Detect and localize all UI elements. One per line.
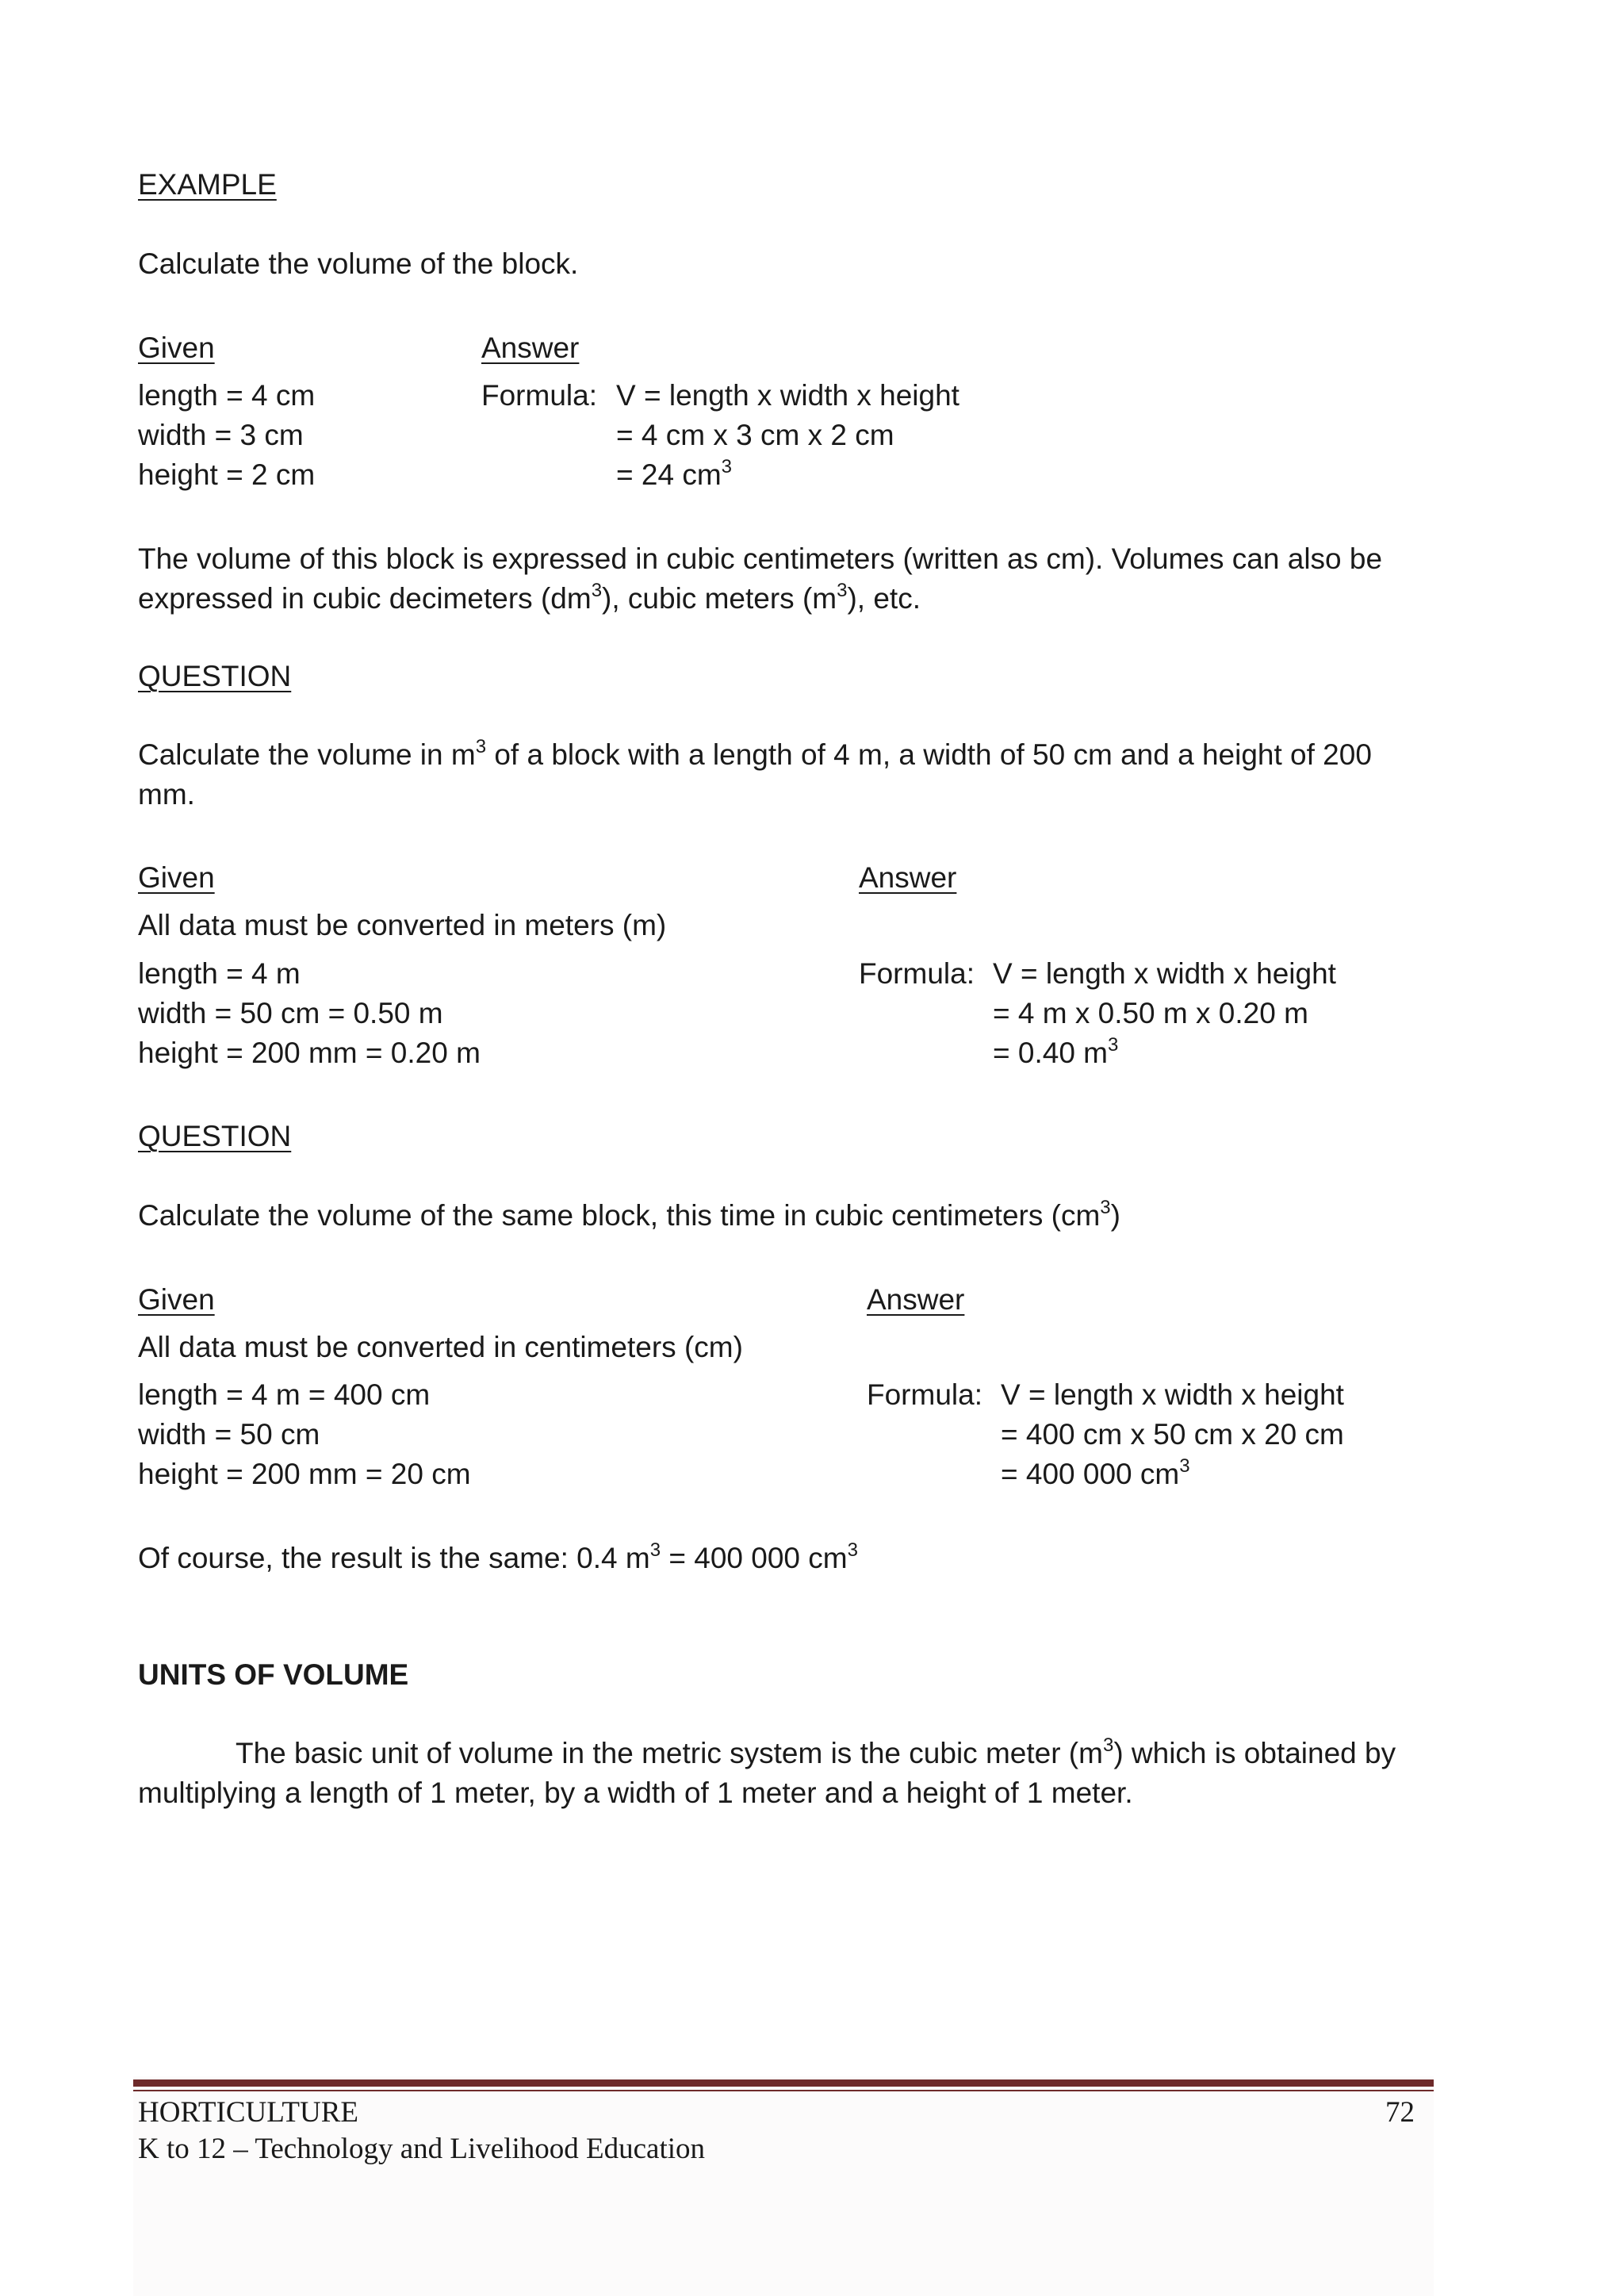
question1-formula-line: V = length x width x height: [993, 957, 1336, 990]
question2-formula-label: Formula:: [867, 1378, 982, 1411]
question2-given-length: length = 4 m = 400 cm: [138, 1378, 431, 1411]
example-formula-label: Formula:: [481, 379, 597, 412]
question2-given-width: width = 50 cm: [138, 1418, 320, 1451]
footer-subject: HORTICULTURE: [138, 2096, 359, 2129]
example-prompt: Calculate the volume of the block.: [138, 247, 579, 280]
question2-given-height: height = 200 mm = 20 cm: [138, 1458, 471, 1490]
question2-convert-note: All data must be converted in centimeters (cm): [138, 1331, 743, 1363]
question2-substitution-line: = 400 cm x 50 cm x 20 cm: [1001, 1418, 1344, 1451]
footer-rule-thin: [133, 2090, 1434, 2091]
example-heading: EXAMPLE: [138, 168, 277, 201]
question2-result-line: = 400 000 $cm^3$: [1001, 1455, 1190, 1490]
question2-given-heading: Given: [138, 1283, 215, 1316]
example-answer-heading: Answer: [481, 332, 580, 364]
example-given-width: width = 3 cm: [138, 419, 304, 451]
units-paragraph-line2: multiplying a length of 1 meter, by a width of 1 meter and a height of 1 meter.: [138, 1777, 1133, 1809]
footer-course: K to 12 – Technology and Livelihood Education: [138, 2133, 706, 2165]
example-result-line: = 24 $cm^3$: [616, 456, 733, 491]
question1-given-length: length = 4 m: [138, 957, 301, 990]
conclusion-line: Of course, the result is the same: 0.4 $m^3 = 400$ 000 $cm^3$: [138, 1539, 858, 1574]
question1-result-line: = 0.40 $m^3$: [993, 1034, 1119, 1069]
units-paragraph-line1: The basic unit of volume in the metric system is the cubic meter $(m^3)$ which is obtained by: [236, 1734, 1396, 1769]
question1-prompt-line2: mm.: [138, 778, 195, 811]
example-formula-line: V = length x width x height: [616, 379, 959, 412]
question1-heading: QUESTION: [138, 660, 292, 692]
question1-prompt-line1: Calculate the volume in $m^3$ of a block with a length of 4 m, a width of 50 cm and a height of 200: [138, 736, 1372, 771]
footer-page-number: 72: [1385, 2096, 1415, 2129]
units-heading: UNITS OF VOLUME: [138, 1658, 409, 1691]
question2-prompt: Calculate the volume of the same block, this time in cubic centimeters $(cm^3)$: [138, 1197, 1120, 1232]
question2-formula-line: V = length x width x height: [1001, 1378, 1344, 1411]
question2-answer-heading: Answer: [867, 1283, 965, 1316]
question1-formula-label: Formula:: [859, 957, 975, 990]
question1-convert-note: All data must be converted in meters (m): [138, 909, 667, 941]
question1-given-width: width = 50 cm = 0.50 m: [138, 997, 443, 1029]
question1-answer-heading: Answer: [859, 861, 957, 894]
example-given-height: height = 2 cm: [138, 458, 316, 491]
volume-note-line1: The volume of this block is expressed in cubic centimeters (written as cm). Volumes can also be: [138, 542, 1383, 575]
question1-substitution-line: = 4 m x 0.50 m x 0.20 m: [993, 997, 1308, 1029]
question1-given-height: height = 200 mm = 0.20 m: [138, 1037, 481, 1069]
footer-rule-thick: [133, 2079, 1434, 2087]
volume-note-line2: expressed in cubic decimeters $(dm^3)$, cubic meters $(m^3)$, etc.: [138, 580, 921, 615]
example-substitution-line: = 4 cm x 3 cm x 2 cm: [616, 419, 894, 451]
example-given-heading: Given: [138, 332, 215, 364]
question2-heading: QUESTION: [138, 1120, 292, 1152]
example-given-length: length = 4 cm: [138, 379, 316, 412]
question1-given-heading: Given: [138, 861, 215, 894]
